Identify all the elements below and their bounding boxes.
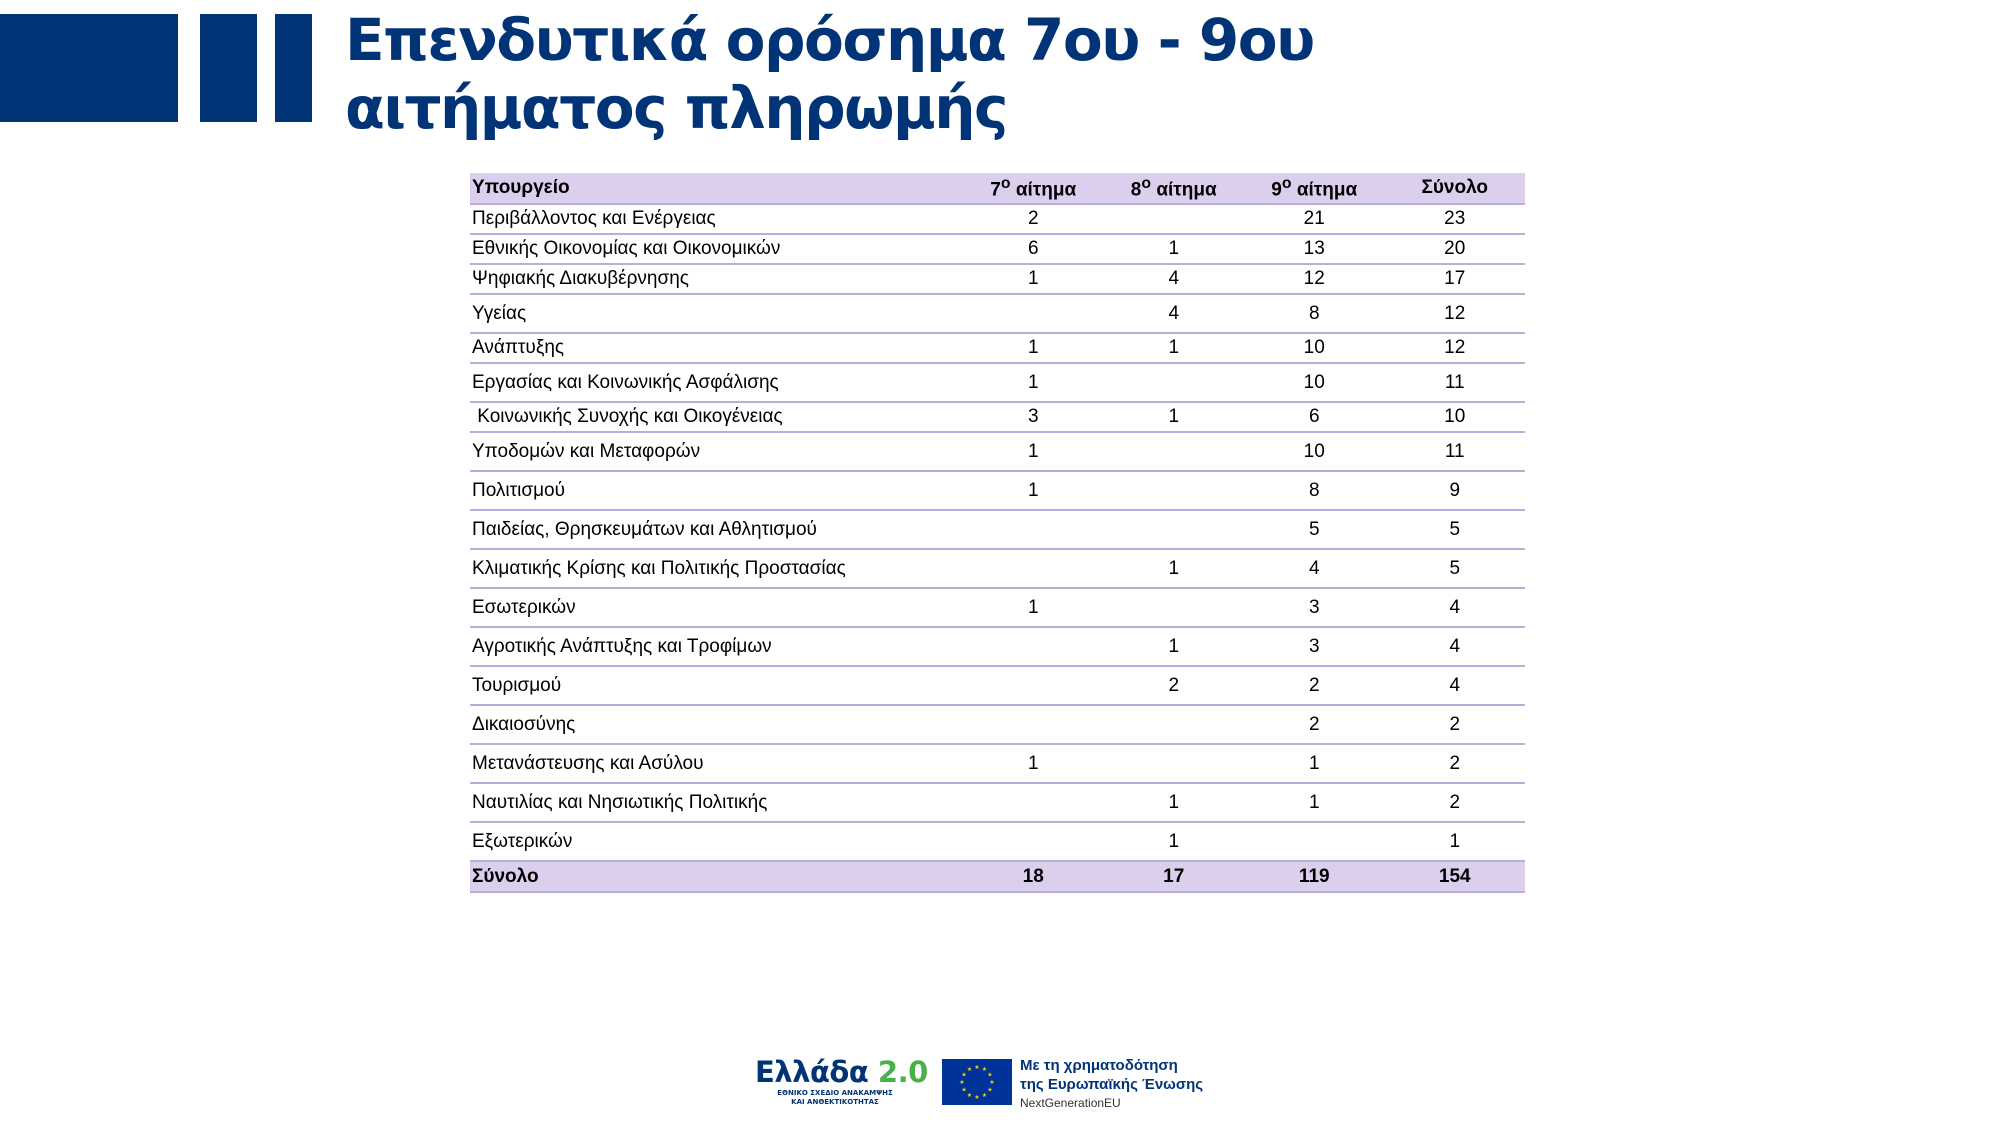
request-7-count (963, 783, 1104, 822)
ministry-name: Εργασίας και Κοινωνικής Ασφάλισης (470, 363, 963, 402)
ministry-name: Υποδομών και Μεταφορών (470, 432, 963, 471)
request-7-count: 1 (963, 744, 1104, 783)
request-8-count: 1 (1104, 402, 1245, 432)
ministry-name: Εσωτερικών (470, 588, 963, 627)
request-9-count: 21 (1244, 204, 1385, 234)
request-8-count: 1 (1104, 783, 1245, 822)
request-8-count: 4 (1104, 264, 1245, 294)
eu-funding-line-1: Με τη χρηματοδότηση (1020, 1057, 1178, 1074)
request-9-count (1244, 822, 1385, 861)
row-total: 4 (1385, 627, 1526, 666)
request-8-count (1104, 705, 1245, 744)
header-ministry: Υπουργείο (470, 173, 963, 204)
row-total: 12 (1385, 333, 1526, 363)
table-row (470, 294, 1525, 333)
page-title (345, 6, 1845, 142)
row-total: 10 (1385, 402, 1526, 432)
row-total: 17 (1385, 264, 1526, 294)
row-total: 23 (1385, 204, 1526, 234)
row-total: 12 (1385, 294, 1526, 333)
table-row (470, 432, 1525, 471)
request-9-count: 8 (1244, 471, 1385, 510)
request-9-count: 13 (1244, 234, 1385, 264)
decor-bar-large (0, 14, 178, 122)
request-8-count (1104, 588, 1245, 627)
table-total-row (470, 861, 1525, 892)
eu-star-icon: ★ (959, 1079, 965, 1086)
table-row (470, 666, 1525, 705)
request-7-count: 1 (963, 432, 1104, 471)
row-total: 1 (1385, 822, 1526, 861)
total-request-9: 119 (1244, 861, 1385, 892)
table-body (470, 204, 1525, 861)
row-total: 20 (1385, 234, 1526, 264)
request-7-count (963, 549, 1104, 588)
request-8-count: 1 (1104, 627, 1245, 666)
request-7-count (963, 510, 1104, 549)
request-9-count: 3 (1244, 627, 1385, 666)
eu-flag-icon (942, 1059, 1012, 1105)
ministry-name: Περιβάλλοντος και Ενέργειας (470, 204, 963, 234)
row-total: 9 (1385, 471, 1526, 510)
ministry-name: Παιδείας, Θρησκευμάτων και Αθλητισμού (470, 510, 963, 549)
request-9-count: 2 (1244, 666, 1385, 705)
row-total: 2 (1385, 705, 1526, 744)
request-9-count: 5 (1244, 510, 1385, 549)
table-row (470, 204, 1525, 234)
decor-bar-medium (200, 14, 257, 122)
ministry-name: Δικαιοσύνης (470, 705, 963, 744)
row-total: 2 (1385, 744, 1526, 783)
table-row (470, 822, 1525, 861)
table-row (470, 744, 1525, 783)
table-row (470, 363, 1525, 402)
request-7-count: 1 (963, 333, 1104, 363)
next-generation-eu: NextGenerationEU (1020, 1096, 1121, 1110)
request-8-count (1104, 471, 1245, 510)
request-9-count: 3 (1244, 588, 1385, 627)
request-9-count: 1 (1244, 783, 1385, 822)
ministry-name: Τουρισμού (470, 666, 963, 705)
footer-logos (755, 1055, 1255, 1113)
greece-2-0-subtitle-2: ΚΑΙ ΑΝΘΕΚΤΙΚΟΤΗΤΑΣ (791, 1098, 879, 1106)
ministry-name: Κοινωνικής Συνοχής και Οικογένειας (470, 402, 963, 432)
eu-star-icon: ★ (989, 1079, 995, 1086)
request-7-count: 1 (963, 588, 1104, 627)
request-9-count: 4 (1244, 549, 1385, 588)
table-row (470, 471, 1525, 510)
ministry-name: Εξωτερικών (470, 822, 963, 861)
table-row (470, 333, 1525, 363)
request-9-count: 1 (1244, 744, 1385, 783)
request-7-count: 6 (963, 234, 1104, 264)
request-7-count (963, 666, 1104, 705)
request-8-count: 4 (1104, 294, 1245, 333)
request-8-count: 2 (1104, 666, 1245, 705)
request-9-count: 2 (1244, 705, 1385, 744)
page-title-line-2: αιτήματος πληρωμής (345, 74, 1007, 142)
eu-star-icon: ★ (974, 1064, 980, 1071)
request-8-count: 1 (1104, 549, 1245, 588)
table-row (470, 549, 1525, 588)
ministry-name: Εθνικής Οικονομίας και Οικονομικών (470, 234, 963, 264)
eu-funding-line-2: της Ευρωπαϊκής Ένωσης (1020, 1076, 1204, 1093)
request-9-count: 10 (1244, 363, 1385, 402)
request-7-count (963, 705, 1104, 744)
row-total: 4 (1385, 588, 1526, 627)
table-row (470, 627, 1525, 666)
row-total: 4 (1385, 666, 1526, 705)
eu-funding-text (1020, 1056, 1203, 1112)
request-7-count: 1 (963, 363, 1104, 402)
ministry-name: Ανάπτυξης (470, 333, 963, 363)
ministry-name: Πολιτισμού (470, 471, 963, 510)
request-8-count: 1 (1104, 234, 1245, 264)
request-7-count (963, 294, 1104, 333)
ministry-name: Ψηφιακής Διακυβέρνησης (470, 264, 963, 294)
eu-star-icon: ★ (987, 1071, 993, 1079)
header-request-7: $7^o$ αίτημα (963, 173, 1104, 204)
table-row (470, 402, 1525, 432)
table-row (470, 510, 1525, 549)
total-label: Σύνολο (470, 861, 963, 892)
table-row (470, 705, 1525, 744)
request-7-count: 1 (963, 471, 1104, 510)
request-8-count: 1 (1104, 333, 1245, 363)
row-total: 11 (1385, 432, 1526, 471)
ministry-name: Υγείας (470, 294, 963, 333)
request-8-count (1104, 744, 1245, 783)
request-7-count: 2 (963, 204, 1104, 234)
request-8-count (1104, 363, 1245, 402)
table-header-row (470, 173, 1525, 204)
row-total: 5 (1385, 549, 1526, 588)
header-request-8: $8^o$ αίτημα (1104, 173, 1245, 204)
header-total: Σύνολο (1385, 173, 1526, 204)
total-request-8: 17 (1104, 861, 1245, 892)
request-8-count (1104, 432, 1245, 471)
table-row (470, 264, 1525, 294)
page-title-line-1: Επενδυτικά ορόσημα 7ου - 9ου (345, 6, 1314, 74)
eu-star-icon: ★ (987, 1086, 993, 1094)
total-grand: 154 (1385, 861, 1526, 892)
table-row (470, 234, 1525, 264)
request-7-count (963, 627, 1104, 666)
eu-star-icon: ★ (974, 1094, 980, 1101)
request-7-count: 1 (963, 264, 1104, 294)
eu-star-icon: ★ (981, 1091, 988, 1099)
request-9-count: 6 (1244, 402, 1385, 432)
eu-star-icon: ★ (966, 1066, 973, 1074)
request-8-count (1104, 204, 1245, 234)
decor-bar-small (275, 14, 312, 122)
ministry-name: Αγροτικής Ανάπτυξης και Τροφίμων (470, 627, 963, 666)
eu-star-icon: ★ (961, 1086, 967, 1094)
request-8-count: 1 (1104, 822, 1245, 861)
ministry-name: Ναυτιλίας και Νησιωτικής Πολιτικής (470, 783, 963, 822)
milestones-table (470, 173, 1525, 893)
greece-2-0-wordmark: Ελλάδα 2.0 (755, 1055, 928, 1089)
eu-star-icon: ★ (961, 1071, 967, 1079)
request-7-count: 3 (963, 402, 1104, 432)
request-9-count: 8 (1244, 294, 1385, 333)
table-row (470, 588, 1525, 627)
request-8-count (1104, 510, 1245, 549)
greece-2-0-logo (755, 1055, 930, 1113)
request-9-count: 10 (1244, 432, 1385, 471)
header-request-9: $9^o$ αίτημα (1244, 173, 1385, 204)
row-total: 5 (1385, 510, 1526, 549)
request-7-count (963, 822, 1104, 861)
total-request-7: 18 (963, 861, 1104, 892)
eu-star-icon: ★ (966, 1091, 973, 1099)
row-total: 11 (1385, 363, 1526, 402)
request-9-count: 10 (1244, 333, 1385, 363)
ministry-name: Κλιματικής Κρίσης και Πολιτικής Προστασίας (470, 549, 963, 588)
greece-2-0-subtitle-1: ΕΘΝΙΚΟ ΣΧΕΔΙΟ ΑΝΑΚΑΜΨΗΣ (777, 1089, 893, 1097)
row-total: 2 (1385, 783, 1526, 822)
request-9-count: 12 (1244, 264, 1385, 294)
table-row (470, 783, 1525, 822)
ministry-name: Μετανάστευσης και Ασύλου (470, 744, 963, 783)
eu-star-icon: ★ (981, 1066, 988, 1074)
